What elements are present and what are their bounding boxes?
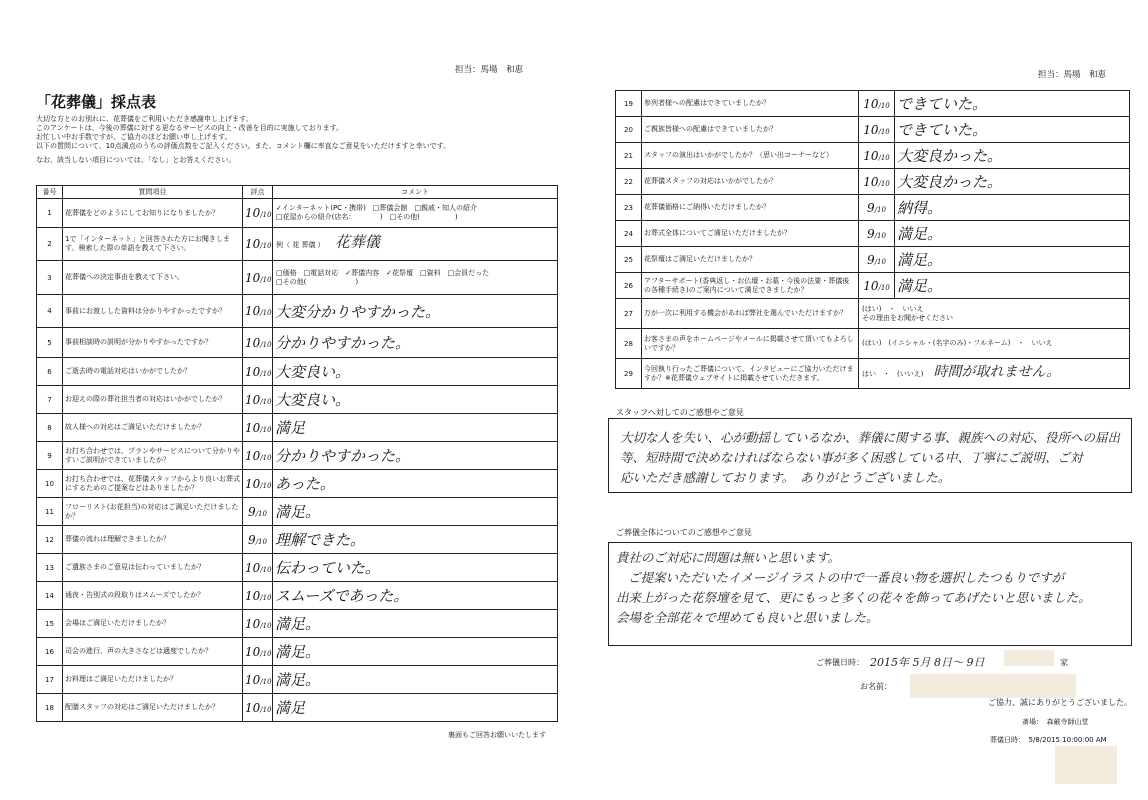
table-row	[37, 582, 558, 610]
score-value: 9	[867, 200, 875, 215]
row-comment: 満足	[273, 694, 558, 722]
row-score	[243, 610, 273, 638]
score-value: 10	[245, 237, 261, 251]
row-question: スタッフの演出はいかがでしたか？（思い出コーナーなど）	[642, 143, 859, 169]
score-max: /10	[878, 153, 890, 162]
row-score	[243, 328, 273, 358]
row-num: 28	[616, 329, 642, 359]
header-question: 質問項目	[63, 186, 243, 199]
row-question: 花祭壇はご満足いただけましたか？	[642, 247, 859, 273]
table-row	[616, 117, 1130, 143]
row-options	[273, 228, 558, 261]
row-score	[859, 91, 895, 117]
row-num: 17	[37, 666, 63, 694]
score-max: /10	[874, 257, 886, 266]
intro-line: 大切な方とのお別れに、花葬儀をご利用いただき感謝申し上げます。	[36, 115, 253, 123]
option-line: (はい) ・ いいえ	[862, 304, 924, 313]
table-row	[37, 666, 558, 694]
table-row	[616, 195, 1130, 221]
row-score	[243, 694, 273, 722]
table-row	[616, 299, 1130, 329]
comment-line: 出来上がった花祭壇を見て、更にもっと多くの花々を飾ってあげたいと思いました。	[616, 590, 1091, 605]
survey-title: 「花葬儀」採点表	[36, 93, 157, 111]
intro-line: このアンケートは、今後の葬儀に対する更なるサービスの向上・改善を目的に実施しております。	[36, 124, 344, 132]
table-row	[37, 498, 558, 526]
row-score	[859, 169, 895, 195]
hall-name: 斎場： 森厳寺師山堂	[1022, 718, 1089, 726]
row-score	[859, 221, 895, 247]
score-value: 10	[245, 304, 261, 318]
row-num: 13	[37, 554, 63, 582]
score-max: /10	[260, 565, 272, 574]
row-comment: スムーズであった。	[273, 582, 558, 610]
row-question: フローリスト(お花担当)の対応はご満足いただけましたか？	[63, 498, 243, 526]
row-question: アフターサポート(香典返し・お仏壇・お墓・今後の法要・葬儀後の各種手続き)のご案内について満足できましたか？	[642, 273, 859, 299]
table-header-row	[37, 186, 558, 199]
score-max: /10	[260, 309, 272, 317]
score-max: /10	[874, 205, 886, 214]
row-question: 司会の進行、声の大きさなどは適度でしたか？	[63, 638, 243, 666]
row-score	[243, 666, 273, 694]
row-num: 15	[37, 610, 63, 638]
score-max: /10	[878, 101, 890, 110]
option-line: □その他( )	[276, 277, 359, 286]
table-row	[616, 221, 1130, 247]
right-staff-name: 担当：馬場 和恵	[1038, 70, 1107, 80]
row-question: 配膳スタッフの対応はご満足いただけましたか？	[63, 694, 243, 722]
row-comment: 大変良かった。	[895, 143, 1130, 169]
row-question: お打ち合わせでは、プランやサービスについて分かりやすいご説明ができていましたか？	[63, 442, 243, 470]
row-score	[243, 526, 273, 554]
left-score-table	[36, 185, 558, 722]
overall-comment-label: ご葬儀全体についてのご感想やご意見	[616, 528, 752, 537]
row-score	[243, 442, 273, 470]
option-line: その理由をお聞かせください	[862, 313, 953, 322]
row-score	[859, 117, 895, 143]
score-max: /10	[260, 481, 272, 490]
right-score-table	[615, 90, 1130, 389]
score-value: 10	[863, 278, 879, 293]
table-row	[616, 91, 1130, 117]
comment-line: 会場を全部花々で埋めても良いと思いました。	[616, 610, 879, 625]
score-value: 10	[245, 270, 261, 285]
table-row	[616, 329, 1130, 359]
footer-note: 裏面もご回答お願いいたします	[448, 731, 546, 739]
option-line: □花屋からの紹介(店名： ) □その他( )	[276, 213, 458, 221]
row-comment: 満足。	[895, 247, 1130, 273]
score-value: 9	[867, 226, 875, 241]
score-max: /10	[260, 242, 272, 250]
row-question: 葬儀の流れは理解できましたか？	[63, 526, 243, 554]
score-max: /10	[260, 649, 272, 658]
row-question: ご逝去時の電話対応はいかがでしたか？	[63, 358, 243, 386]
table-row	[37, 694, 558, 722]
staff-comment-label: スタッフへ対してのご感想やご意見	[616, 408, 744, 417]
row-comment: 分かりやすかった。	[273, 442, 558, 470]
score-max: /10	[260, 275, 272, 284]
row-question: ご親族皆様への配慮はできていましたか？	[642, 117, 859, 143]
overall-comment-text	[616, 548, 1128, 628]
score-max: /10	[878, 283, 890, 292]
row-num: 29	[616, 359, 642, 389]
score-max: /10	[260, 705, 272, 714]
score-value: 10	[863, 96, 879, 111]
row-question: 通夜・告別式の段取りはスムーズでしたか？	[63, 582, 243, 610]
score-value: 10	[863, 174, 879, 189]
row-question: 事前相談時の説明が分かりやすかったですか？	[63, 328, 243, 358]
score-max: /10	[260, 340, 272, 349]
score-value: 10	[245, 420, 261, 435]
score-value: 9	[248, 504, 256, 519]
row-question: 故人様への対応はご満足いただけましたか？	[63, 414, 243, 442]
row-comment: 大変分かりやすかった。	[273, 295, 558, 328]
row-num: 11	[37, 498, 63, 526]
option-line: (はい) (イニシャル・(名字のみ)・フルネーム) ・ いいえ	[862, 339, 1053, 347]
intro-line: 以下の質問について、10点満点のうちの評価点数をご記入ください。また、コメント欄に率直なご意見をいただけますと幸いです。	[36, 142, 451, 150]
row-score	[243, 582, 273, 610]
score-value: 10	[245, 206, 261, 220]
right-survey-page	[608, 62, 1138, 792]
row-score	[243, 358, 273, 386]
table-row	[616, 169, 1130, 195]
row-comment: 満足。	[273, 638, 558, 666]
row-question: 会場はご満足いただけましたか？	[63, 610, 243, 638]
row-num: 4	[37, 295, 63, 328]
comment-line: 応いただき感謝しております。 ありがとうございました。	[620, 470, 951, 485]
redacted-family-name	[1004, 650, 1054, 666]
row-comment: 時間が取れません。	[933, 364, 1061, 380]
funeral-datetime: 葬儀日時： 5/8/2015 10:00:00 AM	[990, 736, 1107, 744]
row-options	[273, 261, 558, 295]
row-score	[243, 261, 273, 295]
score-value: 10	[863, 122, 879, 137]
row-comment: 大変良い。	[273, 386, 558, 414]
row-score	[243, 199, 273, 228]
row-score	[243, 554, 273, 582]
score-value: 10	[245, 448, 261, 463]
row-num: 9	[37, 442, 63, 470]
thanks-note: ご協力、誠にありがとうございました。	[988, 698, 1132, 707]
table-row	[616, 359, 1130, 389]
row-comment: できていた。	[895, 91, 1130, 117]
row-score	[243, 470, 273, 498]
row-score	[243, 386, 273, 414]
row-comment: 満足。	[273, 498, 558, 526]
table-row	[37, 554, 558, 582]
row-question: 花葬儀スタッフの対応はいかがでしたか？	[642, 169, 859, 195]
score-max: /10	[878, 127, 890, 136]
header-num: 番号	[37, 186, 63, 199]
row-comment: 満足。	[273, 666, 558, 694]
row-comment: 満足	[273, 414, 558, 442]
row-score	[243, 295, 273, 328]
score-value: 10	[245, 335, 261, 350]
score-max: /10	[260, 369, 272, 378]
table-row	[37, 526, 558, 554]
redacted-block	[1055, 746, 1117, 784]
score-value: 10	[245, 616, 261, 631]
score-max: /10	[874, 231, 886, 240]
row-comment: 理解できた。	[273, 526, 558, 554]
option-line: ✓インターネット(PC・携帯) □葬儀会館 □親戚・知人の紹介	[276, 204, 478, 212]
row-score	[859, 247, 895, 273]
row-question: お料理はご満足いただけましたか？	[63, 666, 243, 694]
table-row	[37, 638, 558, 666]
row-num: 19	[616, 91, 642, 117]
comment-line: 等、短時間で決めなければならない事が多く困惑している中、丁寧にご説明、ご対	[620, 450, 1083, 465]
funeral-date-label: ご葬儀日時：	[816, 658, 864, 667]
row-question: お打ち合わせでは、花葬儀スタッフからより良いお葬式にするためのご提案などはありましたか？	[63, 470, 243, 498]
row-num: 5	[37, 328, 63, 358]
score-value: 9	[248, 532, 256, 547]
row-options	[273, 199, 558, 228]
row-num: 2	[37, 228, 63, 261]
score-max: /10	[260, 593, 272, 602]
row-num: 12	[37, 526, 63, 554]
row-num: 16	[37, 638, 63, 666]
row-question: 万が一次に利用する機会があれば弊社を選んでいただけますか？	[642, 299, 859, 329]
row-score	[243, 414, 273, 442]
row-score	[243, 638, 273, 666]
row-num: 3	[37, 261, 63, 295]
row-comment: 納得。	[895, 195, 1130, 221]
row-num: 27	[616, 299, 642, 329]
intro-line: お忙しい中お手数ですが、ご協力のほどお願い申し上げます。	[36, 133, 232, 141]
score-max: /10	[260, 397, 272, 406]
row-question: 参列者様への配慮はできていましたか？	[642, 91, 859, 117]
row-question: 花葬儀への決定事由を教えて下さい。	[63, 261, 243, 295]
table-row	[37, 328, 558, 358]
row-question: 今回執り行ったご葬儀について、インタビューにご協力いただけますか？※花葬儀ウェブサイトに掲載させていただきます。	[642, 359, 859, 389]
row-num: 18	[37, 694, 63, 722]
score-max: /10	[255, 509, 267, 518]
name-label: お名前：	[860, 682, 892, 691]
row-question: 花葬儀をどのようにしてお知りになりましたか？	[63, 199, 243, 228]
table-row	[37, 358, 558, 386]
left-staff-name: 担当：馬場 和恵	[455, 65, 524, 75]
table-row	[37, 386, 558, 414]
table-row	[37, 261, 558, 295]
score-value: 10	[863, 148, 879, 163]
table-row	[616, 247, 1130, 273]
score-max: /10	[260, 425, 272, 434]
score-value: 10	[245, 672, 261, 687]
option-line: はい ・ (いいえ)	[862, 370, 924, 378]
row-options	[859, 329, 1130, 359]
score-value: 10	[245, 364, 261, 379]
row-num: 14	[37, 582, 63, 610]
row-num: 8	[37, 414, 63, 442]
comment-line: 大切な人を失い、心が動揺しているなか、葬儀に関する事、親族への対応、役所への届出	[620, 430, 1121, 445]
funeral-date-value: 2015年 5月 8日〜 9日	[870, 656, 985, 669]
table-row	[37, 442, 558, 470]
row-question: 花葬儀価格にご納得いただけましたか？	[642, 195, 859, 221]
row-question: 事前にお渡しした資料は分かりやすかったですか？	[63, 295, 243, 328]
score-max: /10	[260, 621, 272, 630]
score-value: 10	[245, 476, 261, 491]
option-line: □価格 □電話対応 ✓葬儀内容 ✓花祭壇 □資料 □会員だった	[276, 268, 490, 277]
intro-text	[36, 115, 556, 165]
row-num: 24	[616, 221, 642, 247]
staff-comment-text	[620, 428, 1126, 488]
header-score: 評点	[243, 186, 273, 199]
row-comment: 満足。	[895, 273, 1130, 299]
table-row	[37, 228, 558, 261]
row-question: 1で「インターネット」と回答された方にお聞きします。検索した際の単語を教えて下さい。	[63, 228, 243, 261]
row-comment: 満足。	[895, 221, 1130, 247]
table-row	[37, 414, 558, 442]
row-options	[859, 359, 1130, 389]
row-num: 23	[616, 195, 642, 221]
table-row	[37, 470, 558, 498]
row-question: ご遺族さまのご意見は伝わっていましたか？	[63, 554, 243, 582]
redacted-customer-name	[910, 674, 1076, 698]
row-score	[859, 143, 895, 169]
handwritten-keyword: 花葬儀	[334, 233, 380, 251]
row-num: 25	[616, 247, 642, 273]
table-row	[37, 199, 558, 228]
header-comment: コメント	[273, 186, 558, 199]
row-options	[859, 299, 1130, 329]
table-row	[616, 273, 1130, 299]
comment-line: 貴社のご対応に問題は無いと思います。	[616, 550, 841, 565]
row-comment: 大変良かった。	[895, 169, 1130, 195]
comment-line: ご提案いただいたイメージイラストの中で一番良い物を選択したつもりですが	[628, 570, 1065, 585]
table-row	[37, 610, 558, 638]
score-value: 10	[245, 392, 261, 407]
row-num: 6	[37, 358, 63, 386]
row-question: お葬式全体についてご満足いただけましたか？	[642, 221, 859, 247]
score-max: /10	[260, 211, 272, 219]
row-comment: 分かりやすかった。	[273, 328, 558, 358]
score-value: 10	[245, 700, 261, 715]
intro-line: なお、該当しない項目については、「なし」とお答えください。	[36, 156, 236, 164]
score-max: /10	[878, 179, 890, 188]
score-value: 10	[245, 560, 261, 575]
score-value: 10	[245, 588, 261, 603]
row-num: 20	[616, 117, 642, 143]
row-num: 1	[37, 199, 63, 228]
row-num: 10	[37, 470, 63, 498]
table-row	[616, 143, 1130, 169]
row-num: 7	[37, 386, 63, 414]
row-comment: 大変良い。	[273, 358, 558, 386]
score-value: 9	[867, 252, 875, 267]
row-question: お迎えの際の葬社担当者の対応はいかがでしたか？	[63, 386, 243, 414]
row-question: お客さまの声をホームページやメールに掲載させて頂いてもよろしいですか？	[642, 329, 859, 359]
row-score	[243, 228, 273, 261]
left-survey-page	[30, 55, 560, 745]
row-score	[859, 273, 895, 299]
score-max: /10	[255, 537, 267, 546]
row-comment: あった。	[273, 470, 558, 498]
score-max: /10	[260, 453, 272, 462]
score-max: /10	[260, 677, 272, 686]
row-comment: できていた。	[895, 117, 1130, 143]
row-num: 22	[616, 169, 642, 195]
row-score	[859, 195, 895, 221]
family-suffix: 家	[1060, 658, 1068, 667]
row-score	[243, 498, 273, 526]
option-line: 例（ 花 葬儀 ）	[276, 241, 325, 249]
table-row	[37, 295, 558, 328]
score-value: 10	[245, 644, 261, 659]
row-comment: 満足。	[273, 610, 558, 638]
row-comment: 伝わっていた。	[273, 554, 558, 582]
row-num: 21	[616, 143, 642, 169]
row-num: 26	[616, 273, 642, 299]
